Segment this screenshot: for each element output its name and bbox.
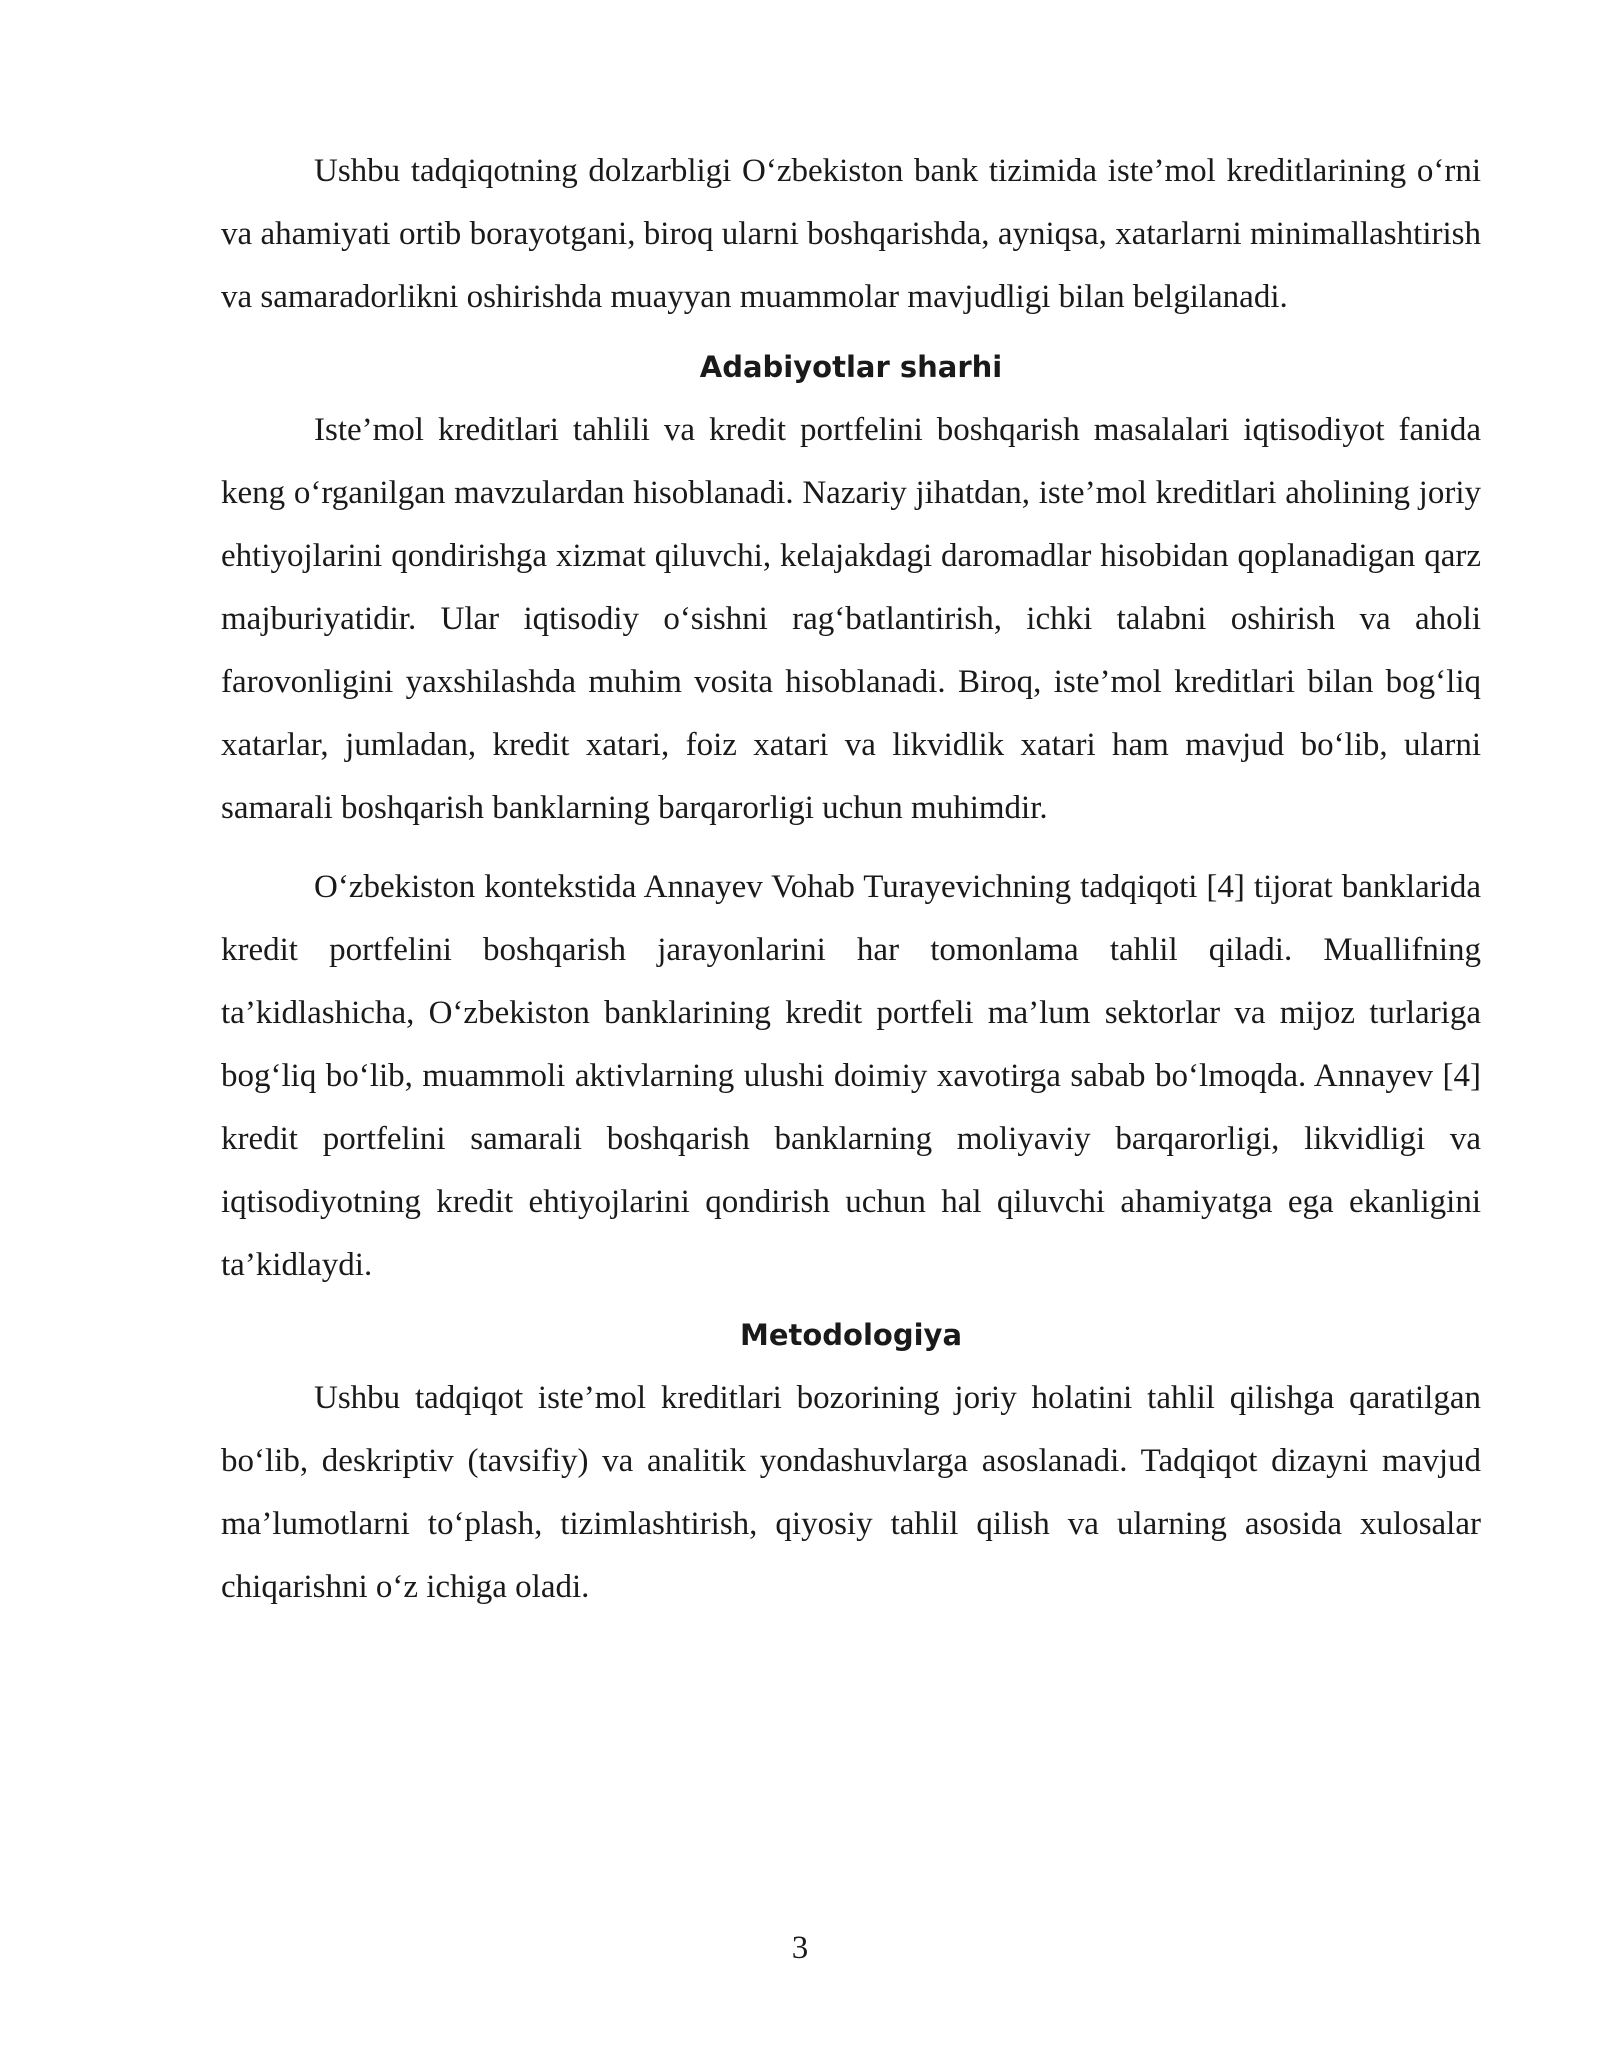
literature-review-paragraph-2: O‘zbekiston kontekstida Annayev Vohab Turayevichning tadqiqoti [4] tijorat banklarida kredit portfelini boshqarish jarayonlarini har tomonlama tahlil qiladi. Muallifning ta’kidlashicha, O‘zbekiston banklarining kredit portfeli ma’lum sektorlar va mijoz turlariga bog‘liq bo‘lib, muammoli aktivlarning ulushi doimiy xavotirga sabab bo‘lmoqda. Annayev [4] kredit portfelini samarali boshqarish banklarning moliyaviy barqarorligi, likvidligi va iqtisodiyotning kredit ehtiyojlarini qondirish uchun hal qiluvchi ahamiyatga ega ekanligini ta’kidlaydi.	[221, 869, 1481, 1283]
literature-review-heading: Adabiyotlar sharhi	[699, 350, 1003, 384]
methodology-heading: Metodologiya	[739, 1318, 963, 1352]
page-body	[221, 140, 1481, 1619]
literature-review-paragraph-1: Iste’mol kreditlari tahlili va kredit portfelini boshqarish masalalari iqtisodiyot fanida keng o‘rganilgan mavzulardan hisoblanadi. Nazariy jihatdan, iste’mol kreditlari aholining joriy ehtiyojlarini qondirishga xizmat qiluvchi, kelajakdagi daromadlar hisobidan qoplanadigan qarz majburiyatidir. Ular iqtisodiy o‘sishni rag‘batlantirish, ichki talabni oshirish va aholi farovonligini yaxshilashda muhim vosita hisoblanadi. Biroq, iste’mol kreditlari bilan bog‘liq xatarlar, jumladan, kredit xatari, foiz xatari va likvidlik xatari ham mavjud bo‘lib, ularni samarali boshqarish banklarning barqarorligi uchun muhimdir.	[221, 412, 1481, 826]
page-number: 3	[791, 1930, 809, 1966]
intro-paragraph: Ushbu tadqiqotning dolzarbligi O‘zbekiston bank tizimida iste’mol kreditlarining o‘rni va ahamiyati ortib borayotgani, biroq ularni boshqarishda, ayniqsa, xatarlarni minimallashtirish va samaradorlikni oshirishda muayyan muammolar mavjudligi bilan belgilanadi.	[221, 153, 1481, 315]
methodology-paragraph-1: Ushbu tadqiqot iste’mol kreditlari bozorining joriy holatini tahlil qilishga qaratilgan bo‘lib, deskriptiv (tavsifiy) va analitik yondashuvlarga asoslanadi. Tadqiqot dizayni mavjud ma’lumotlarni to‘plash, tizimlashtirish, qiyosiy tahlil qilish va ularning asosida xulosalar chiqarishni o‘z ichiga oladi.	[221, 1380, 1481, 1605]
